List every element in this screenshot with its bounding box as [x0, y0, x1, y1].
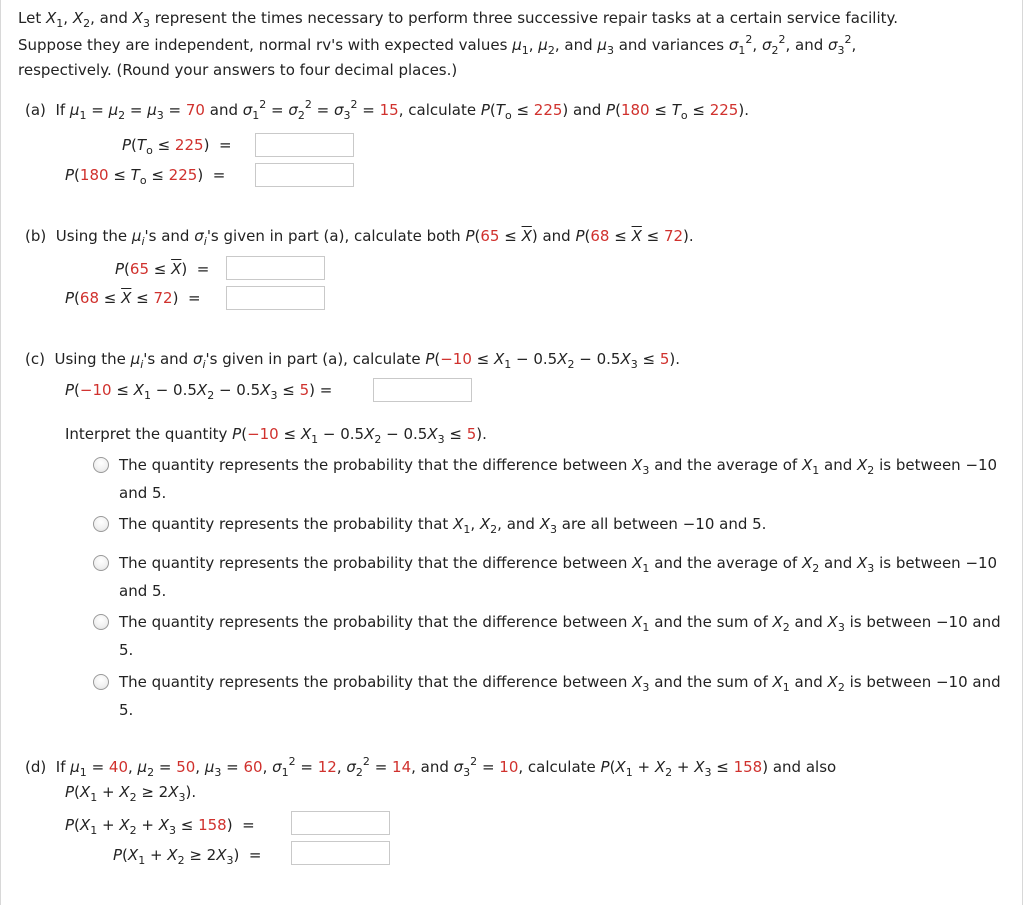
option-label-1[interactable]: The quantity represents the probability that the difference between $X_3$ and the average of $X_1$ and $X_2$ is between −10 and 5.	[119, 456, 998, 502]
part-b-answer-2[interactable]	[226, 286, 325, 310]
option-radio-1[interactable]	[93, 457, 109, 473]
part-d-answer-1[interactable]	[291, 811, 390, 835]
intro-line-2: Suppose they are independent, normal rv's with expected values $\mu_1$, $\mu_2$, and $\mu_3$ and variances $\sigma_1^2$, $\sigma_2^2$, and $\sigma_3^2$,	[18, 33, 857, 57]
part-b-question: (b) Using the $\mu_i's$ and $\sigma_i's$ given in part (a), calculate both $P(65 \le \overline{X})$ and $P(68 \le \overline{X} \le 72)$.	[25, 227, 694, 248]
part-a-question: (a) If $\mu_1 = \mu_2 = \mu_3 = 70$ and $\sigma_1^2 = \sigma_2^2 = \sigma_3^2 = 15$, calculate $P(T_o \le 225)$ and $P(180 \le T_o \le 225)$.	[25, 98, 749, 122]
part-a-answer-1[interactable]	[255, 133, 354, 157]
part-c-interpret-prompt: Interpret the quantity $P(-10 \le X_1 - 0.5X_2 - 0.5X_3 \le 5)$.	[65, 425, 487, 446]
option-radio-5[interactable]	[93, 674, 109, 690]
part-c-answer[interactable]	[373, 378, 472, 402]
intro-line-3: respectively. (Round your answers to four decimal places.)	[18, 61, 458, 79]
part-b-answer-1[interactable]	[226, 256, 325, 280]
part-d-answer-2[interactable]	[291, 841, 390, 865]
option-label-3[interactable]: The quantity represents the probability that the difference between $X_1$ and the average of $X_2$ and $X_3$ is between −10 and 5.	[119, 554, 998, 600]
part-a-label-2: $P(180 \le T_o \le 225)$ =	[65, 166, 226, 187]
option-label-4[interactable]: The quantity represents the probability that the difference between $X_1$ and the sum of $X_2$ and $X_3$ is between −10 and 5.	[119, 613, 1001, 659]
part-b-label-1: $P(65 \le \overline{X})$ =	[115, 260, 210, 278]
option-label-2[interactable]: The quantity represents the probability that $X_1$, $X_2$, and $X_3$ are all between −10 and 5.	[119, 515, 767, 536]
part-c-question: (c) Using the $\mu_i's$ and $\sigma_i's$ given in part (a), calculate $P(-10 \le X_1 - 0.5X_2 - 0.5X_3 \le 5)$.	[25, 350, 681, 371]
part-d-question-line-2: $P(X_1 + X_2 \ge 2X_3)$.	[65, 783, 197, 804]
option-radio-4[interactable]	[93, 614, 109, 630]
part-c-label: $P(-10 \le X_1 - 0.5X_2 - 0.5X_3 \le 5)$ =	[65, 381, 333, 402]
part-a-answer-2[interactable]	[255, 163, 354, 187]
part-a-label-1: $P(T_o \le 225)$ =	[122, 136, 232, 157]
option-radio-3[interactable]	[93, 555, 109, 571]
option-radio-2[interactable]	[93, 516, 109, 532]
part-d-label-1: $P(X_1 + X_2 + X_3 \le 158)$ =	[65, 816, 255, 837]
part-d-question-line-1: (d) If $\mu_1 = 40$, $\mu_2 = 50$, $\mu_3 = 60$, $\sigma_1^2 = 12$, $\sigma_2^2 = 14$, and $\sigma_3^2 = 10$, calculate $P(X_1 + X_2 + X_3 \le 158)$ and also	[25, 755, 837, 779]
part-d-label-2: $P(X_1 + X_2 \ge 2X_3)$ =	[113, 846, 262, 867]
part-b-label-2: $P(68 \le \overline{X} \le 72)$ =	[65, 289, 201, 307]
intro-line-1: Let $X_1$, $X_2$, and $X_3$ represent the times necessary to perform three successive repair tasks at a certain service facility.	[18, 9, 899, 30]
option-label-5[interactable]: The quantity represents the probability that the difference between $X_3$ and the sum of $X_1$ and $X_2$ is between −10 and 5.	[119, 673, 1001, 719]
